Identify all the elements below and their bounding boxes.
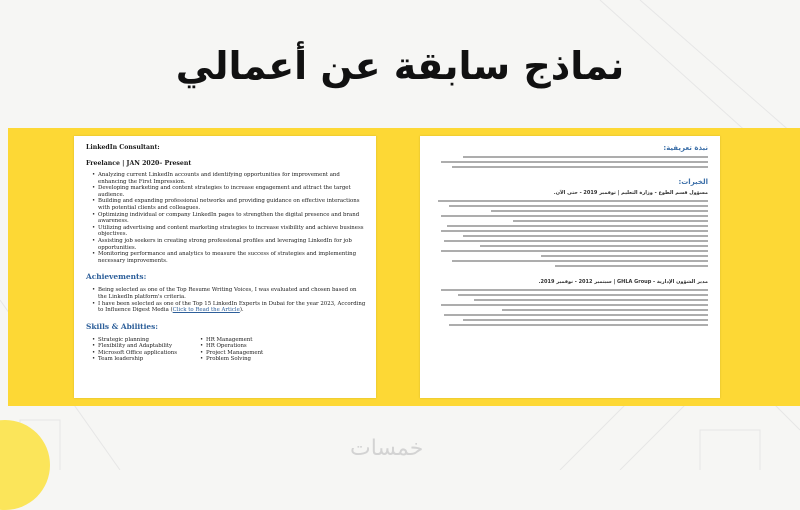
watermark-logo: خمسات — [350, 436, 424, 461]
list-item: • Optimizing individual or company LinkedIn pages to strengthen the digital presence and brand awareness. — [92, 212, 366, 225]
text-line — [447, 225, 708, 227]
text-line — [463, 319, 708, 321]
text-line — [491, 210, 708, 212]
achievements-list — [86, 287, 366, 313]
text-line — [449, 324, 708, 326]
text-line — [452, 260, 708, 262]
cv-job-title: Freelance | JAN 2020– Present — [86, 160, 192, 167]
text-line — [449, 205, 708, 207]
text-line — [541, 255, 708, 257]
list-item: • HR Operations — [200, 343, 302, 350]
achievement-end: ). — [239, 307, 244, 314]
text-line — [441, 215, 708, 217]
article-link[interactable]: Click to Read the Article — [172, 307, 240, 314]
cv-arabic-preview — [420, 136, 720, 398]
text-line — [441, 304, 708, 306]
text-line — [441, 230, 708, 232]
list-item: • Microsoft Office applications — [92, 350, 194, 357]
text-line — [441, 289, 708, 291]
list-item: • Monitoring performance and analytics to measure the success of strategies and implementing necessary improvements. — [92, 251, 366, 264]
skills-columns — [86, 337, 366, 363]
text-line — [474, 299, 708, 301]
text-line — [502, 309, 708, 311]
experience-heading: الخبرات: — [678, 178, 708, 187]
text-line — [458, 294, 708, 296]
skills-column-1 — [86, 337, 194, 363]
cv-english-preview — [74, 136, 376, 398]
cv-duties-list — [86, 172, 366, 264]
list-item: • HR Management — [200, 337, 302, 344]
summary-heading: نبذة تعريفية: — [663, 144, 708, 152]
list-item: • Assisting job seekers in creating strong professional profiles and leveraging LinkedIn for job opportunities. — [92, 238, 366, 251]
text-line — [441, 250, 708, 252]
list-item: • Problem Solving — [200, 356, 302, 363]
achievements-heading: Achievements: — [86, 272, 147, 282]
job-title-2: مدير الشؤون الإدارية - GHLA Group | سبتمبر 2012 - نوفمبر 2019. — [538, 279, 708, 286]
achievement-text: I have been selected as one of the Top 15 LinkedIn Experts in Dubai for the year 2023, According to Influence Digest Media ( — [98, 300, 366, 314]
list-item: • Flexibility and Adaptability — [92, 343, 194, 350]
list-item — [92, 301, 366, 314]
list-item: • Analyzing current LinkedIn accounts and identifying opportunities for improvement and enhancing the First Impression. — [92, 172, 366, 185]
list-item: • Strategic planning — [92, 337, 194, 344]
text-line — [513, 220, 708, 222]
list-item: • Project Management — [200, 350, 302, 357]
text-line — [444, 240, 708, 242]
page-title: نماذج سابقة عن أعمالي — [175, 44, 625, 88]
list-item: • Developing marketing and content strategies to increase engagement and attract the target audience. — [92, 185, 366, 198]
job-title-1: مسؤول قسم الطوع - وزارة التعليم | توفمبر 2019 - حتى الآن. — [553, 190, 708, 197]
list-item: • Utilizing advertising and content marketing strategies to increase visibility and achieve business objectives. — [92, 225, 366, 238]
text-line — [480, 245, 708, 247]
text-line — [463, 235, 708, 237]
text-line — [444, 314, 708, 316]
skills-heading: Skills & Abilities: — [86, 321, 158, 331]
text-line — [438, 200, 708, 202]
list-item: • Team leadership — [92, 356, 194, 363]
skills-column-2 — [194, 337, 302, 363]
text-line — [452, 166, 708, 168]
text-line — [441, 161, 708, 163]
list-item: • Building and expanding professional networks and providing guidance on effective interactions with potential clients and colleagues. — [92, 198, 366, 211]
text-line — [555, 265, 708, 267]
list-item: • Being selected as one of the Top Resume Writing Voices, I was evaluated and chosen based on the LinkedIn platform's criteria. — [92, 287, 366, 300]
cv-section-heading: LinkedIn Consultant: — [86, 144, 160, 151]
text-line — [463, 156, 708, 158]
